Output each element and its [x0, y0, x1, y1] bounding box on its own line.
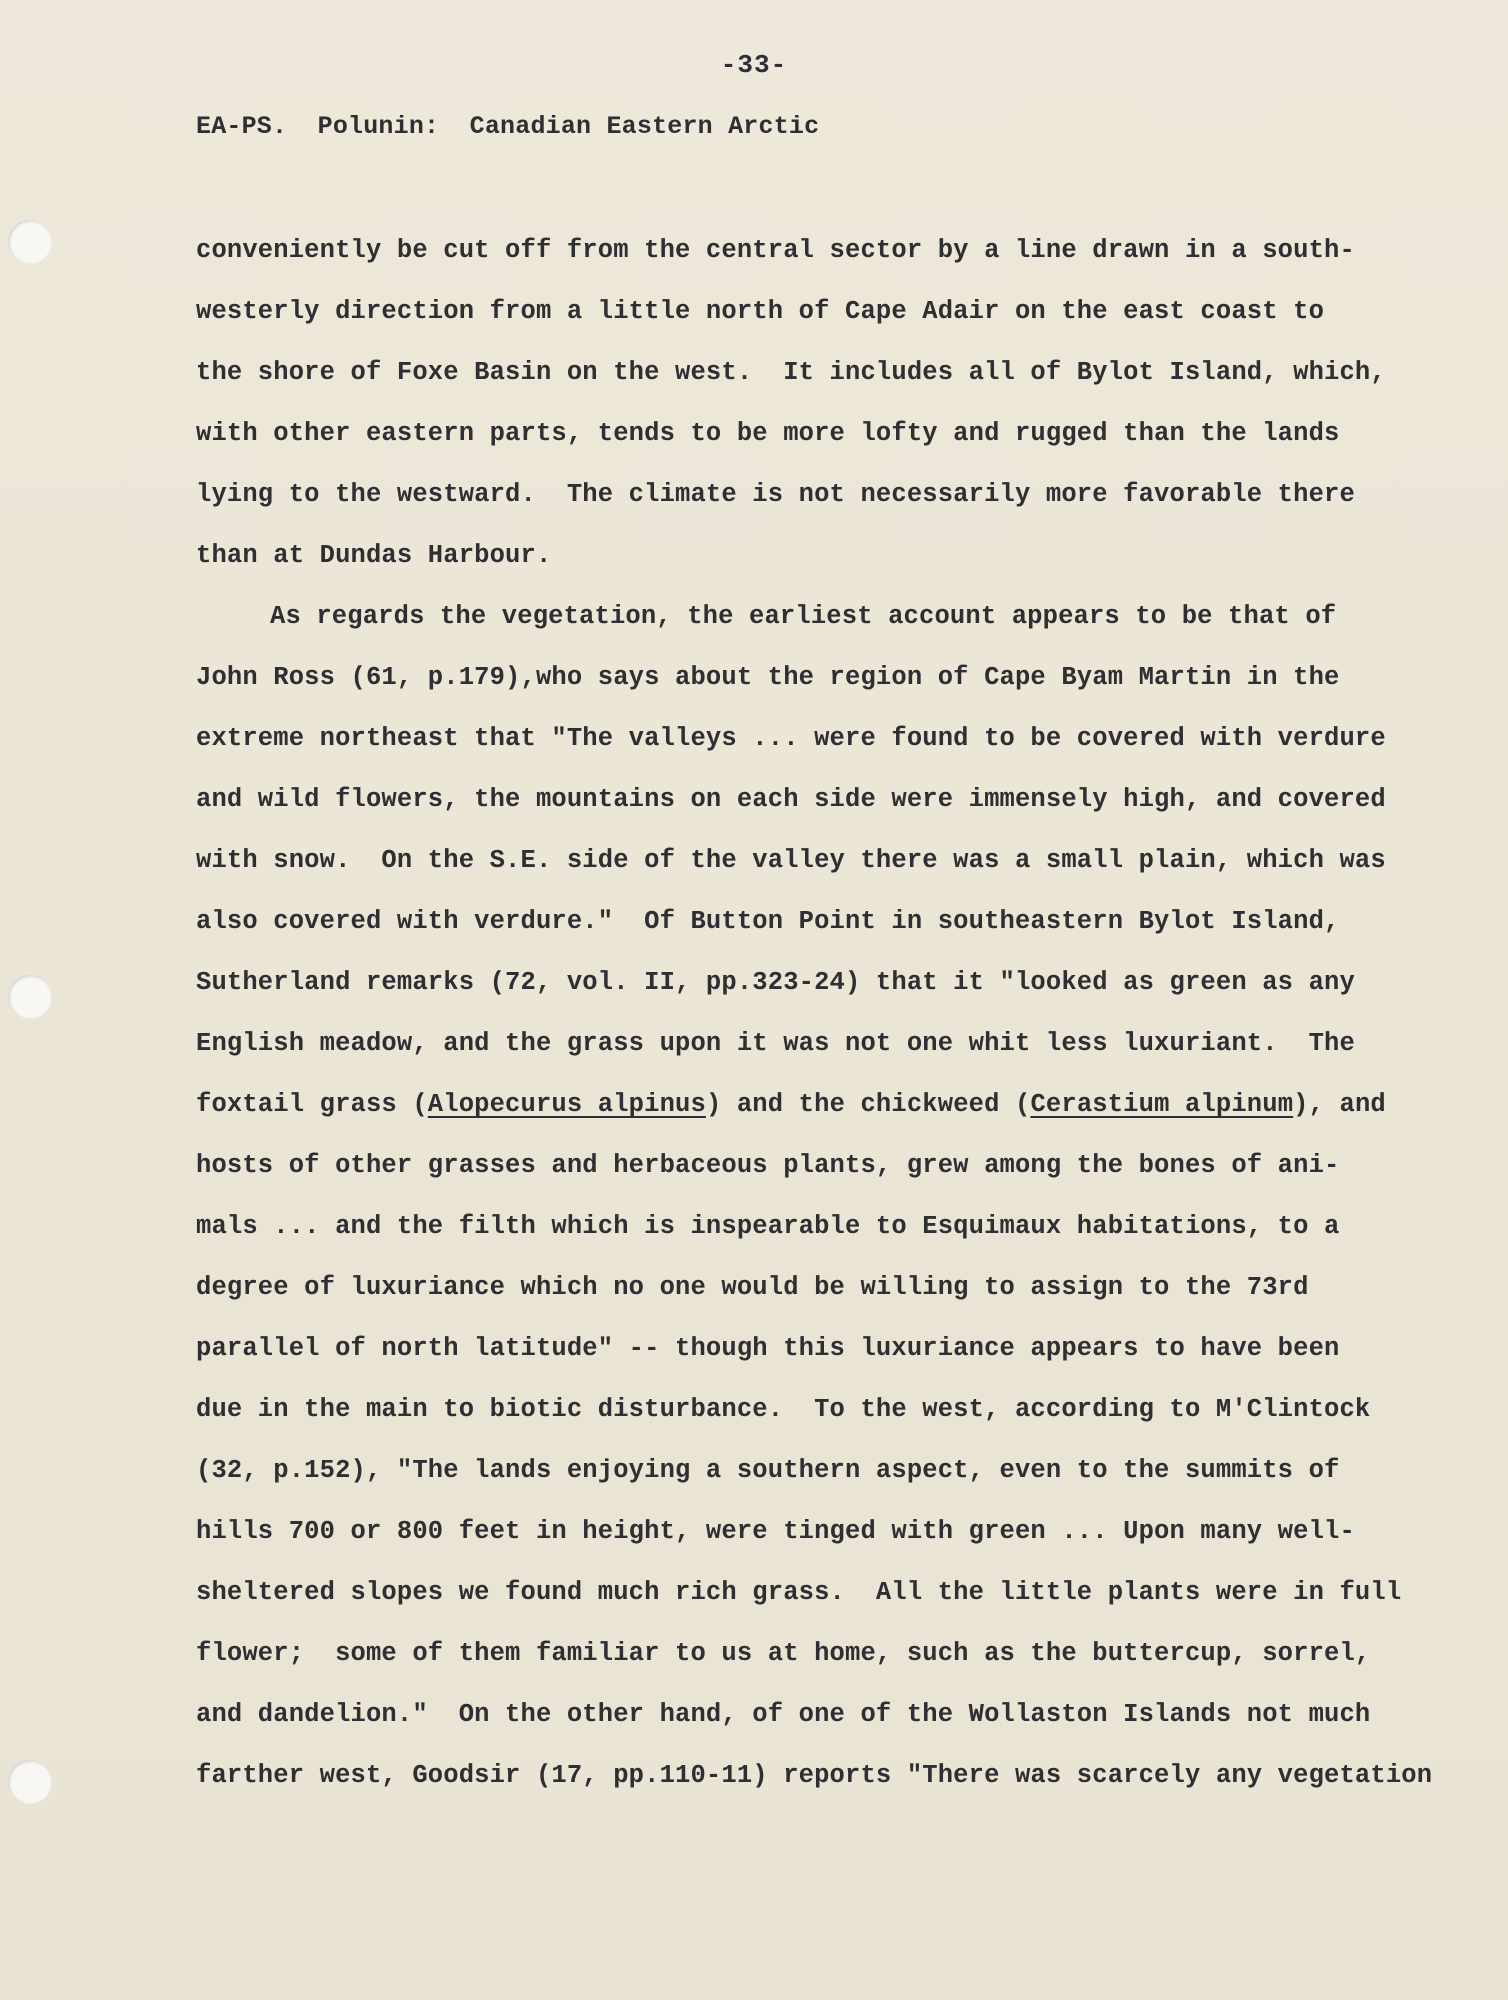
- line-text: parallel of north latitude" -- though this luxuriance appears to have been: [196, 1334, 1340, 1363]
- line-text: (32, p.152), "The lands enjoying a southern aspect, even to the summits of: [196, 1456, 1340, 1485]
- text-line: [196, 659, 1436, 720]
- text-line: [196, 537, 1436, 598]
- line-text: ) and the chickweed (: [705, 1090, 1031, 1119]
- text-line: [196, 720, 1436, 781]
- line-text: mals ... and the filth which is inspearable to Esquimaux habitations, to a: [196, 1212, 1340, 1241]
- text-line: [196, 1330, 1436, 1391]
- text-line: [196, 1147, 1436, 1208]
- text-line: [196, 842, 1436, 903]
- text-line: [196, 903, 1436, 964]
- text-line: [196, 1696, 1436, 1757]
- line-text: extreme northeast that "The valleys ... were found to be covered with verdure: [196, 724, 1386, 753]
- text-line: [196, 293, 1436, 354]
- punch-hole-top: [8, 220, 52, 264]
- body-text: [196, 232, 1436, 1818]
- line-text: than at Dundas Harbour.: [196, 541, 552, 570]
- running-header: EA-PS. Polunin: Canadian Eastern Arctic: [196, 112, 820, 141]
- text-line: [196, 1757, 1436, 1818]
- text-line: [196, 1635, 1436, 1696]
- text-line: [196, 1452, 1436, 1513]
- text-line: [196, 415, 1436, 476]
- line-text: hosts of other grasses and herbaceous plants, grew among the bones of ani-: [196, 1151, 1340, 1180]
- line-text: the shore of Foxe Basin on the west. It includes all of Bylot Island, which,: [196, 358, 1386, 387]
- line-text: with other eastern parts, tends to be more lofty and rugged than the lands: [196, 419, 1340, 448]
- text-line: [196, 964, 1436, 1025]
- line-text: due in the main to biotic disturbance. To the west, according to M'Clintock: [196, 1395, 1371, 1424]
- line-text: John Ross (61, p.179),who says about the region of Cape Byam Martin in the: [196, 663, 1340, 692]
- text-line: [196, 1574, 1436, 1635]
- line-text: farther west, Goodsir (17, pp.110-11) reports "There was scarcely any vegetation: [196, 1761, 1433, 1790]
- line-text: flower; some of them familiar to us at home, such as the buttercup, sorrel,: [196, 1639, 1371, 1668]
- text-line: [196, 1025, 1436, 1086]
- species-name: Cerastium alpinum: [1030, 1090, 1294, 1119]
- line-text: with snow. On the S.E. side of the valley there was a small plain, which was: [196, 846, 1386, 875]
- line-text: degree of luxuriance which no one would be willing to assign to the 73rd: [196, 1273, 1309, 1302]
- line-text: ), and: [1293, 1090, 1386, 1119]
- text-line: [196, 232, 1436, 293]
- line-text: foxtail grass (: [196, 1090, 428, 1119]
- text-line: [196, 1269, 1436, 1330]
- line-text: also covered with verdure." Of Button Point in southeastern Bylot Island,: [196, 907, 1340, 936]
- line-text: lying to the westward. The climate is not necessarily more favorable there: [196, 480, 1355, 509]
- line-text: westerly direction from a little north of Cape Adair on the east coast to: [196, 297, 1325, 326]
- text-line: [196, 354, 1436, 415]
- punch-hole-bottom: [8, 1760, 52, 1804]
- text-line: [196, 1208, 1436, 1269]
- text-line: [196, 598, 1436, 659]
- line-text: As regards the vegetation, the earliest account appears to be that of: [270, 602, 1337, 631]
- text-line: [196, 1086, 1436, 1147]
- line-text: and wild flowers, the mountains on each side were immensely high, and covered: [196, 785, 1386, 814]
- line-text: sheltered slopes we found much rich grass. All the little plants were in full: [196, 1578, 1402, 1607]
- line-text: English meadow, and the grass upon it was not one whit less luxuriant. The: [196, 1029, 1355, 1058]
- text-line: [196, 781, 1436, 842]
- line-text: and dandelion." On the other hand, of one of the Wollaston Islands not much: [196, 1700, 1371, 1729]
- text-line: [196, 476, 1436, 537]
- line-text: conveniently be cut off from the central sector by a line drawn in a south-: [196, 236, 1355, 265]
- page-number: -33-: [720, 50, 788, 80]
- line-text: Sutherland remarks (72, vol. II, pp.323-24) that it "looked as green as any: [196, 968, 1355, 997]
- line-text: hills 700 or 800 feet in height, were tinged with green ... Upon many well-: [196, 1517, 1355, 1546]
- punch-hole-middle: [8, 975, 52, 1019]
- species-name: Alopecurus alpinus: [427, 1090, 706, 1119]
- text-line: [196, 1513, 1436, 1574]
- text-line: [196, 1391, 1436, 1452]
